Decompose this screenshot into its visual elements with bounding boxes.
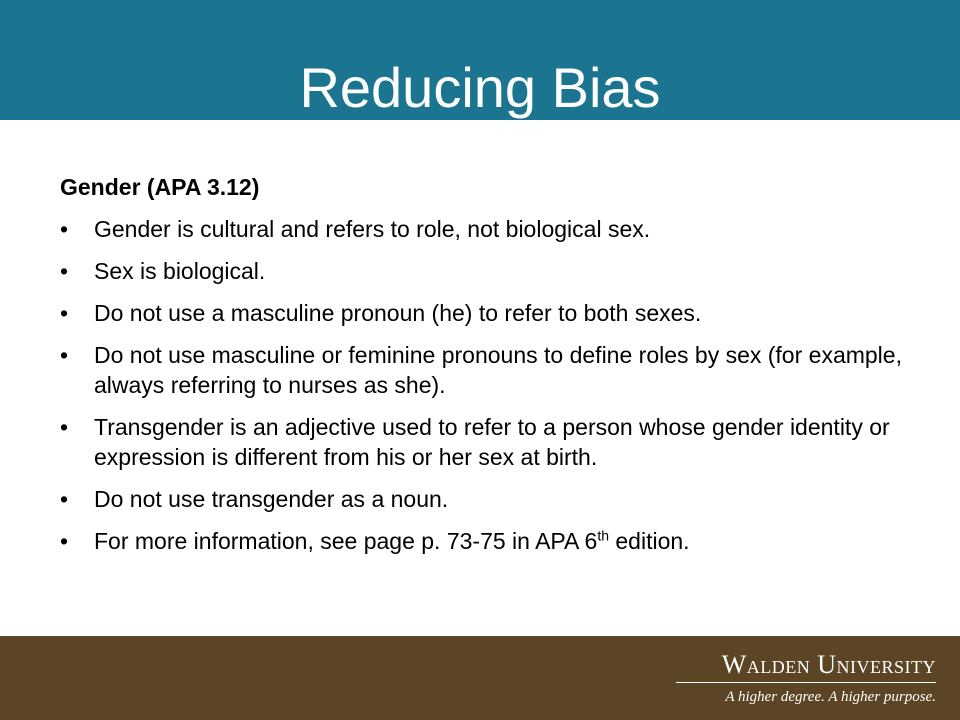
slide-content [60, 172, 920, 568]
section-subheading: Gender (APA 3.12) [60, 174, 260, 200]
bullet-dot-icon: • [60, 528, 69, 554]
bullet-dot-icon: • [60, 258, 69, 284]
bullet-text: Sex is biological. [94, 258, 266, 284]
bullet-item [60, 484, 920, 514]
bullet-item [60, 256, 920, 286]
more-info-text: For more information, see page p. 73-75 in APA 6 [94, 528, 598, 554]
footer-banner [0, 636, 960, 720]
slide-title: Reducing Bias [299, 56, 661, 119]
bullet-item [60, 298, 920, 328]
bullet-dot-icon: • [60, 486, 69, 512]
bullet-item [60, 340, 920, 400]
bullet-item [60, 214, 920, 244]
logo-tagline: A higher degree. A higher purpose. [725, 689, 936, 705]
ordinal-superscript: th [597, 527, 609, 544]
bullet-text-more-info [94, 528, 690, 554]
bullet-text: Transgender is an adjective used to refer to a person whose gender identity or expression is different from his or her sex at birth. [94, 414, 890, 470]
bullet-dot-icon: • [60, 342, 69, 368]
bullet-text: Do not use a masculine pronoun (he) to refer to both sexes. [94, 300, 702, 326]
logo-wordmark: Walden University [676, 650, 936, 683]
more-info-text-end: edition. [609, 528, 690, 554]
bullet-text: Do not use transgender as a noun. [94, 486, 449, 512]
bullet-list [60, 214, 920, 556]
bullet-item [60, 412, 920, 472]
walden-university-logo [676, 650, 936, 708]
bullet-dot-icon: • [60, 300, 69, 326]
bullet-text: Do not use masculine or feminine pronouns to define roles by sex (for example, always referring to nurses as she). [94, 342, 902, 398]
bullet-text: Gender is cultural and refers to role, not biological sex. [94, 216, 651, 242]
bullet-item [60, 526, 920, 556]
bullet-dot-icon: • [60, 414, 69, 440]
bullet-dot-icon: • [60, 216, 69, 242]
